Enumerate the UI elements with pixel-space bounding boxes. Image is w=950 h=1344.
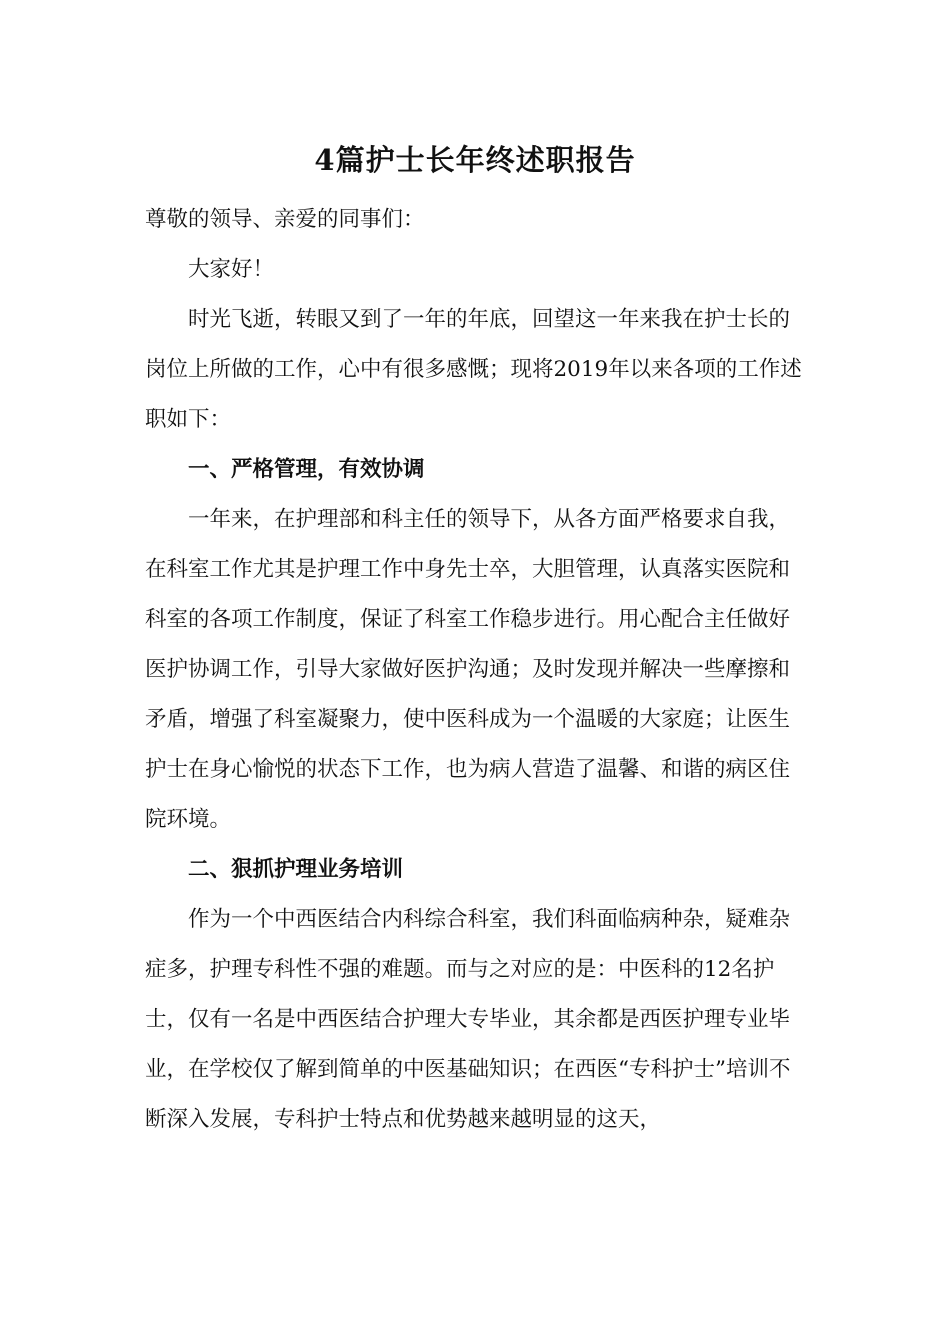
document-body <box>145 195 805 1145</box>
document-title: 4篇护士长年终述职报告 <box>314 143 636 177</box>
section-heading-1: 一、严格管理，有效协调 <box>188 457 425 482</box>
section-heading-2: 二、狠抓护理业务培训 <box>188 857 404 882</box>
section-paragraph-2: 作为一个中西医结合内科综合科室，我们科面临病种杂，疑难杂症多，护理专科性不强的难题。而与之对应的是：中医科的12名护士，仅有一名是中西医结合护理大专毕业，其余都是西医护理专业毕业，在学校仅了解到简单的中医基础知识；在西医“专科护士”培训不断深入发展，专科护士特点和优势越来越明显的这天， <box>145 907 791 1132</box>
salutation: 尊敬的领导、亲爱的同事们： <box>145 207 425 232</box>
intro-paragraph: 时光飞逝，转眼又到了一年的年底，回望这一年来我在护士长的岗位上所做的工作，心中有很多感慨；现将2019年以来各项的工作述职如下： <box>145 307 802 432</box>
greeting: 大家好！ <box>188 257 275 282</box>
section-paragraph-1: 一年来，在护理部和科主任的领导下，从各方面严格要求自我，在科室工作尤其是护理工作中身先士卒，大胆管理，认真落实医院和科室的各项工作制度，保证了科室工作稳步进行。用心配合主任做好医护协调工作，引导大家做好医护沟通；及时发现并解决一些摩擦和矛盾，增强了科室凝聚力，使中医科成为一个温暖的大家庭；让医生护士在身心愉悦的状态下工作，也为病人营造了温馨、和谐的病区住院环境。 <box>145 507 791 832</box>
